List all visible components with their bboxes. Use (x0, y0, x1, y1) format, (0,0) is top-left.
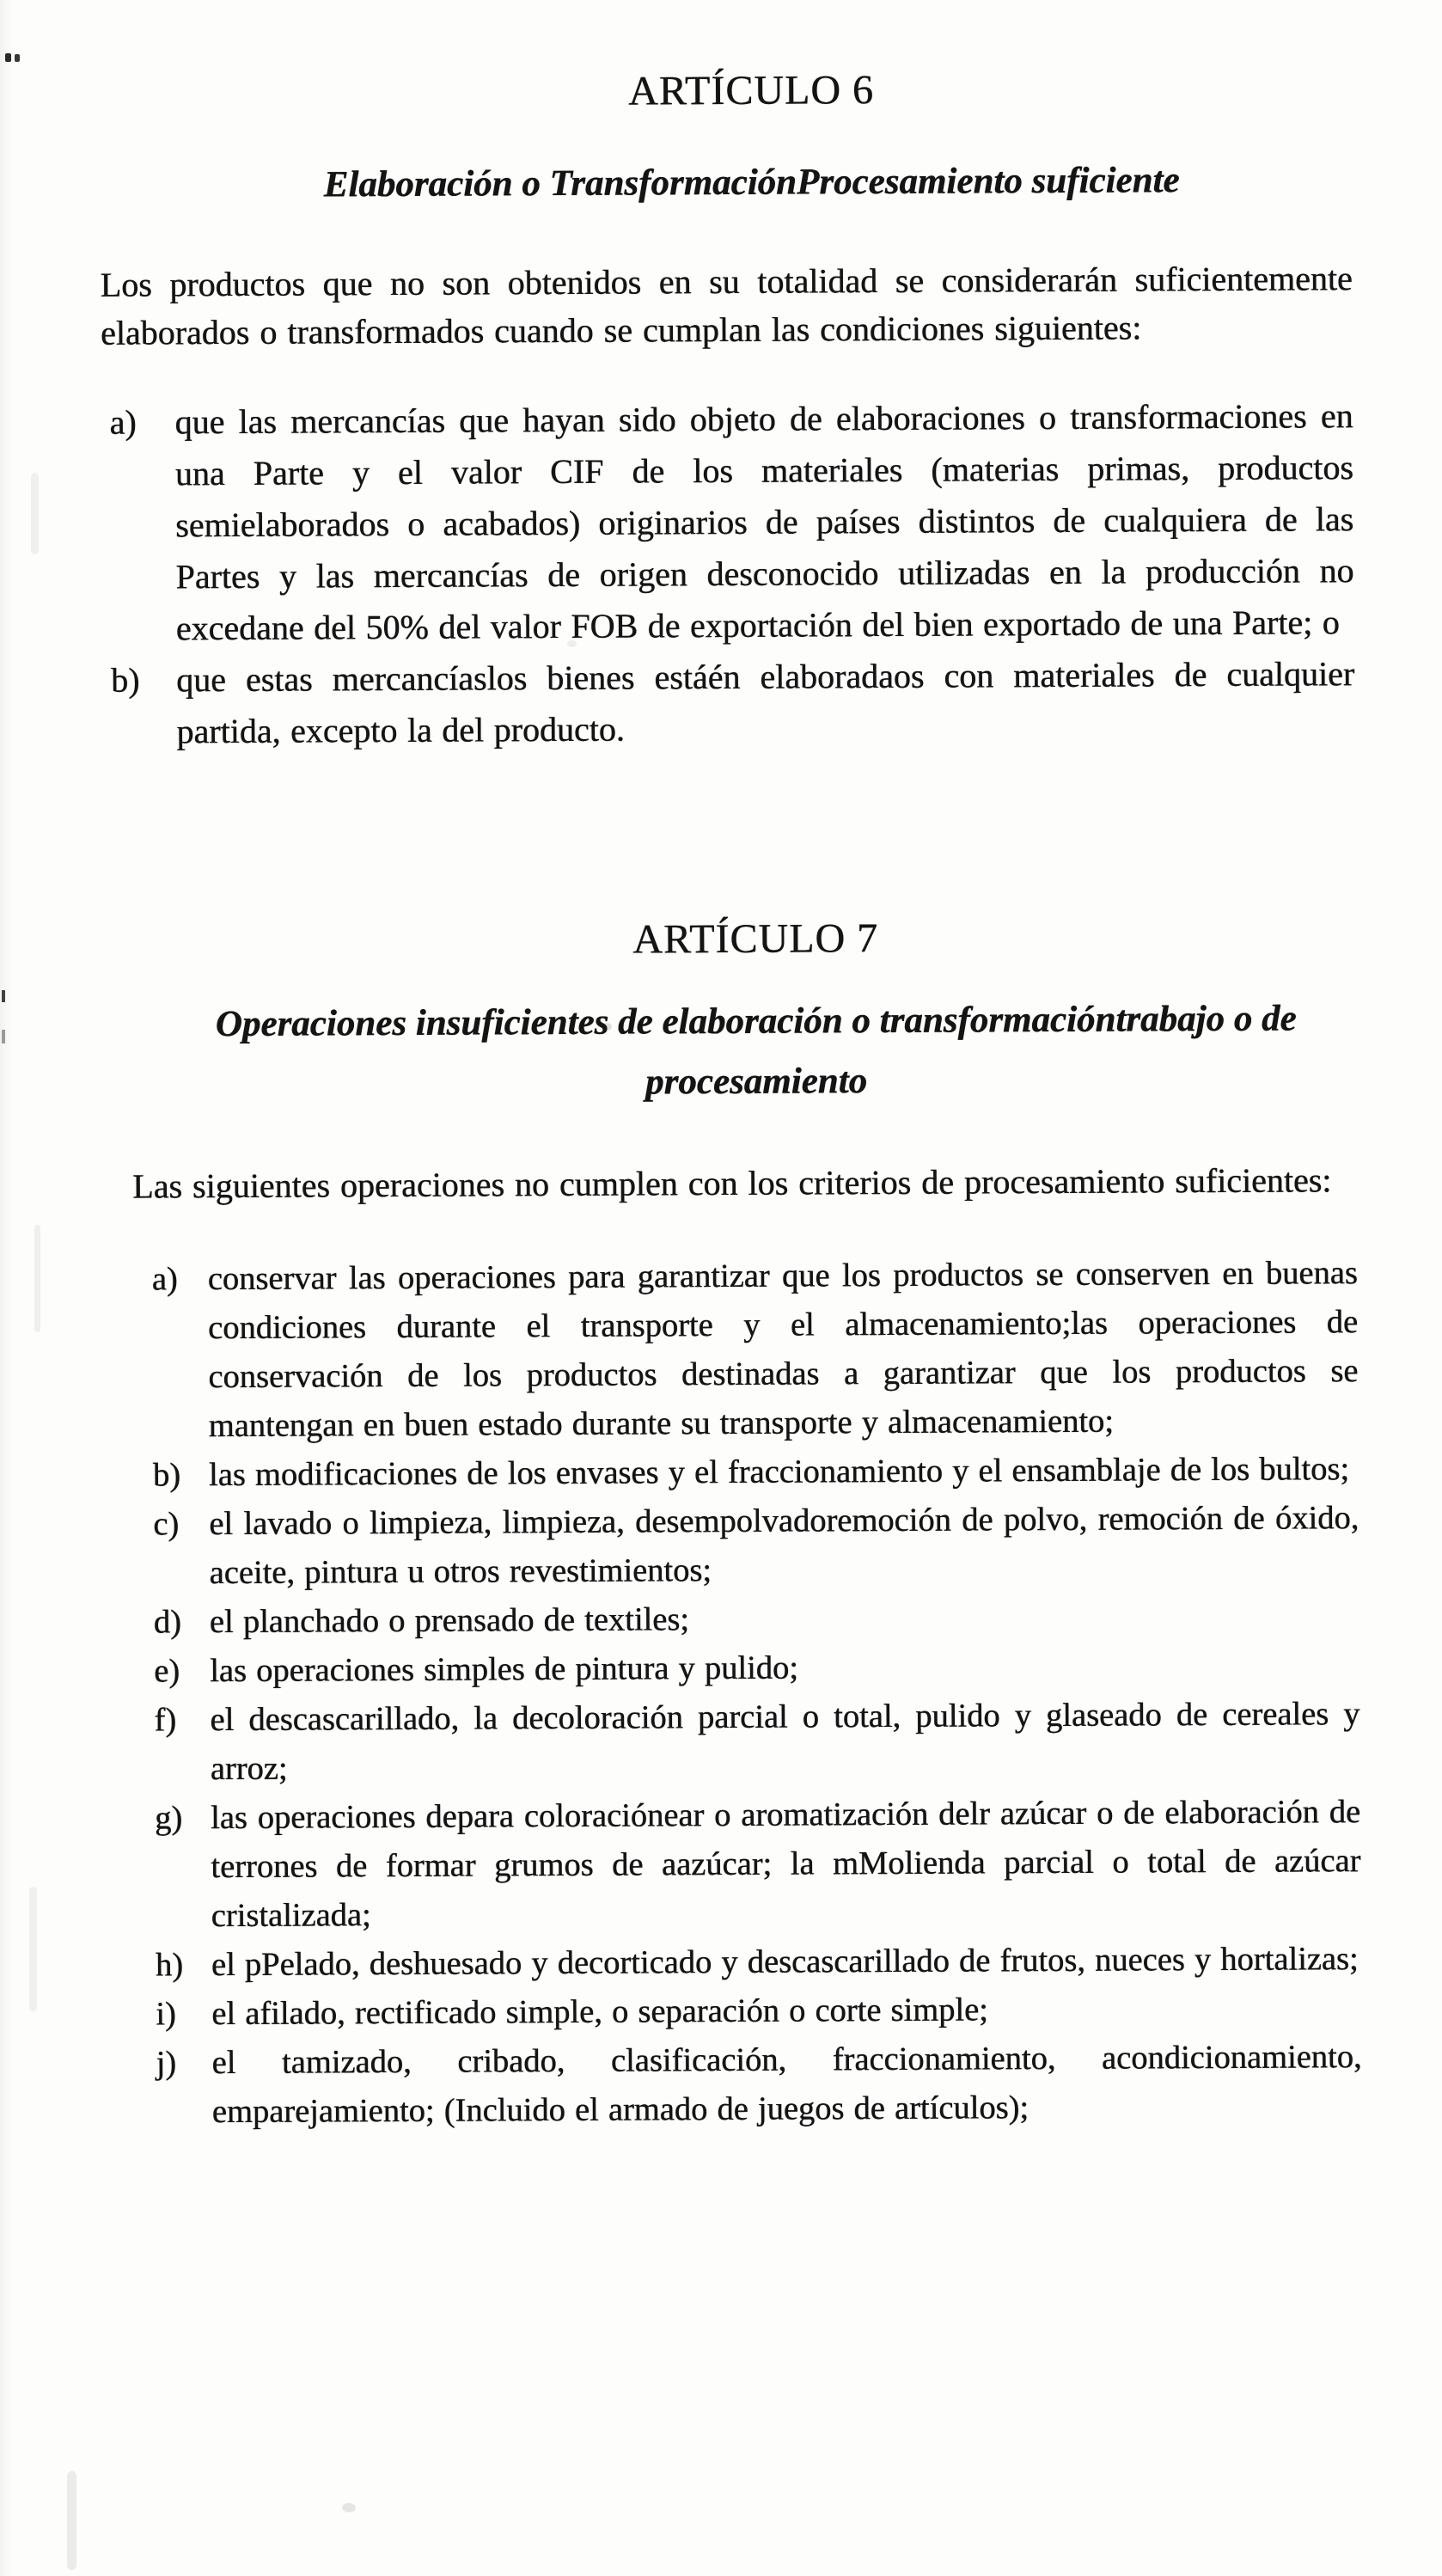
list-item-text: el lavado o limpieza, limpieza, desempolvadoremoción de polvo, remoción de óxido, aceite, pintura u otros revestimientos; (209, 1500, 1360, 1592)
list-item-text: las operaciones depara coloraciónear o aromatización delr azúcar o de elaboración de terrones de formar grumos de aazúcar; la mMolienda parcial o total de azúcar cristalizada; (210, 1794, 1361, 1935)
list-item-text: el planchado o prensado de textiles; (209, 1601, 690, 1641)
list-item (111, 648, 1355, 758)
list-item (152, 1249, 1359, 1451)
list-item (154, 1592, 1360, 1647)
list-item-marker: i) (156, 1996, 176, 2033)
article-7-title: ARTÍCULO 7 (632, 915, 879, 963)
list-item (155, 1788, 1361, 1941)
list-item-marker: g) (154, 1800, 183, 1837)
list-item-text: que estas mercancíaslos bienes estáén elaboradaos con materiales de cualquier partida, excepto la del producto. (176, 654, 1355, 751)
article-7-section (104, 914, 1362, 2138)
list-item-marker: j) (156, 2045, 177, 2082)
scan-artifact (67, 2471, 76, 2570)
list-item-marker: f) (154, 1702, 177, 1739)
list-item-marker: h) (155, 1947, 184, 1984)
article-6-title: ARTÍCULO 6 (628, 67, 875, 114)
list-item-text: el pPelado, deshuesado y decorticado y descascarillado de frutos, nueces y hortalizas; (211, 1941, 1359, 1984)
list-item-text: las modificaciones de los envases y el fraccionamiento y el ensamblaje de los bultos; (208, 1451, 1350, 1494)
article-6-list (101, 390, 1354, 758)
list-item-marker: a) (109, 402, 137, 442)
list-item-marker: a) (151, 1261, 178, 1298)
article-7-subtitle: Operaciones insuficientes de elaboración o transformacióntrabajo o de procesamiento (215, 998, 1297, 1103)
list-item-text: el descascarillado, la decoloración parcial o total, pulido y glaseado de cereales y arroz; (210, 1696, 1360, 1788)
list-item (156, 2033, 1362, 2137)
list-item (109, 390, 1354, 655)
list-item (153, 1494, 1360, 1598)
list-item-text: el tamizado, cribado, clasificación, fraccionamiento, acondicionamiento, emparejamiento; (Incluido el armado de juegos de artículos); (211, 2039, 1362, 2131)
list-item-text: el afilado, rectificado simple, o separación o corte simple; (211, 1992, 988, 2033)
scan-artifact (342, 2503, 356, 2512)
list-item (153, 1445, 1359, 1500)
list-item-marker: e) (154, 1653, 180, 1690)
list-item-marker: c) (153, 1506, 180, 1543)
list-item (154, 1641, 1360, 1696)
list-item (154, 1690, 1360, 1794)
list-item-text: las operaciones simples de pintura y pulido; (210, 1649, 799, 1690)
article-6-subtitle: Elaboración o TransformaciónProcesamiento suficiente (323, 160, 1180, 205)
list-item (156, 1984, 1361, 2039)
list-item-text: conservar las operaciones para garantizar que los productos se conserven en buenas condiciones durante el transporte y el almacenamiento;las operaciones de conservación de los productos destinadas a garantizar que los productos se mantengan en buen estado durante su transporte y almacenamiento; (207, 1255, 1359, 1445)
list-item-marker: b) (111, 660, 140, 700)
section-gap (103, 751, 1356, 921)
article-7-list (152, 1249, 1362, 2137)
list-item (156, 1935, 1361, 1990)
article-6-section (99, 65, 1354, 758)
list-item-marker: b) (152, 1457, 181, 1494)
article-7-intro: Las siguientes operaciones no cumplen con los criterios de procesamiento suficientes: (132, 1160, 1332, 1206)
article-6-intro: Los productos que no son obtenidos en su totalidad se considerarán suficientemente elaborados o transformados cuando se cumplan las condiciones siguientes: (100, 259, 1353, 352)
list-item-text: que las mercancías que hayan sido objeto de elaboraciones o transformaciones en una Parte y el valor CIF de los materiales (materias primas, productos semielaborados o acabados) originarios de países distintos de cualquiera de las Partes y las mercancías de origen desconocido utilizadas en la producción no excedane del 50% del valor FOB de exportación del bien exportado de una Parte; o (174, 396, 1354, 648)
list-item-marker: d) (153, 1604, 182, 1641)
